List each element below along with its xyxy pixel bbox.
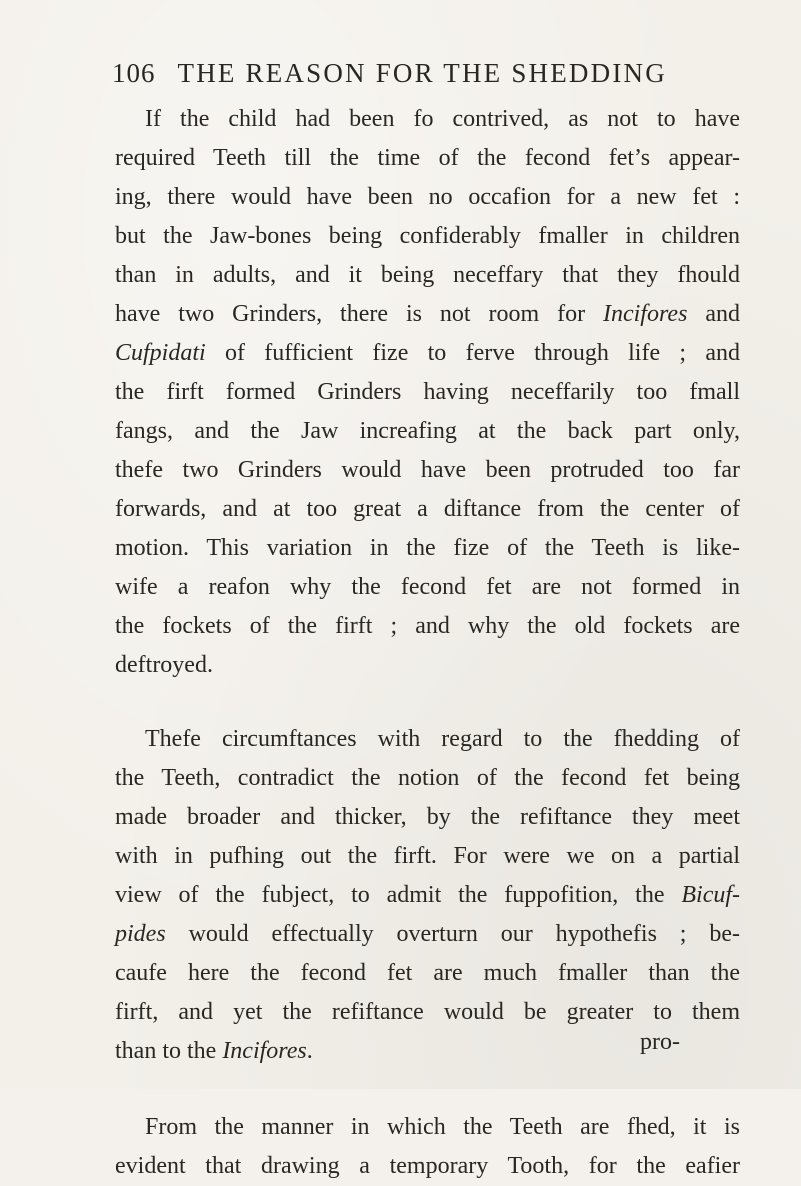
- text-line: made broader and thicker, by the refiftance they meet: [115, 804, 740, 830]
- text-line: wife a reafon why the fecond fet are not formed in: [115, 574, 740, 600]
- paragraph-1: [115, 100, 740, 685]
- text-line: caufe here the fecond fet are much fmaller than the: [115, 960, 740, 986]
- text-line: with in pufhing out the firft. For were we on a partial: [115, 843, 740, 869]
- running-title: THE REASON FOR THE SHEDDING: [177, 58, 667, 88]
- text-line: have two Grinders, there is not room for Incifores and: [115, 301, 740, 327]
- text-line: firft, and yet the refiftance would be greater to them: [115, 999, 740, 1025]
- text-line: If the child had been fo contrived, as not to have: [145, 106, 740, 132]
- text-line: Cufpidati of fufficient fize to ferve through life ; and: [115, 340, 740, 366]
- text-line: than in adults, and it being neceffary that they fhould: [115, 262, 740, 288]
- text-line: view of the fubject, to admit the fuppofition, the Bicuf-: [115, 882, 740, 908]
- text-line: than to the Incifores.: [115, 1038, 313, 1064]
- text-line: the firft formed Grinders having neceffarily too fmall: [115, 379, 740, 405]
- text-line: ing, there would have been no occafion for a new fet :: [115, 184, 740, 210]
- page-number: 106: [112, 58, 156, 88]
- text-line: required Teeth till the time of the fecond fet’s appear-: [115, 145, 740, 171]
- text-line: deftroyed.: [115, 652, 213, 678]
- text-line: Thefe circumftances with regard to the fhedding of: [145, 726, 740, 752]
- catchword: pro-: [640, 1029, 680, 1055]
- text-line: but the Jaw-bones being confiderably fmaller in children: [115, 223, 740, 249]
- text-line: thefe two Grinders would have been protruded too far: [115, 457, 740, 483]
- text-line: pides would effectually overturn our hypothefis ; be-: [115, 921, 740, 947]
- paragraph-3: [115, 1108, 740, 1186]
- text-line: evident that drawing a temporary Tooth, for the eafier: [115, 1153, 740, 1179]
- text-line: the Teeth, contradict the notion of the fecond fet being: [115, 765, 740, 791]
- text-line: forwards, and at too great a diftance from the center of: [115, 496, 740, 522]
- text-line: motion. This variation in the fize of the Teeth is like-: [115, 535, 740, 561]
- text-line: the fockets of the firft ; and why the old fockets are: [115, 613, 740, 639]
- running-head: [112, 58, 762, 98]
- paragraph-2: [115, 720, 740, 1071]
- text-line: fangs, and the Jaw increafing at the back part only,: [115, 418, 740, 444]
- text-line: From the manner in which the Teeth are fhed, it is: [145, 1114, 740, 1140]
